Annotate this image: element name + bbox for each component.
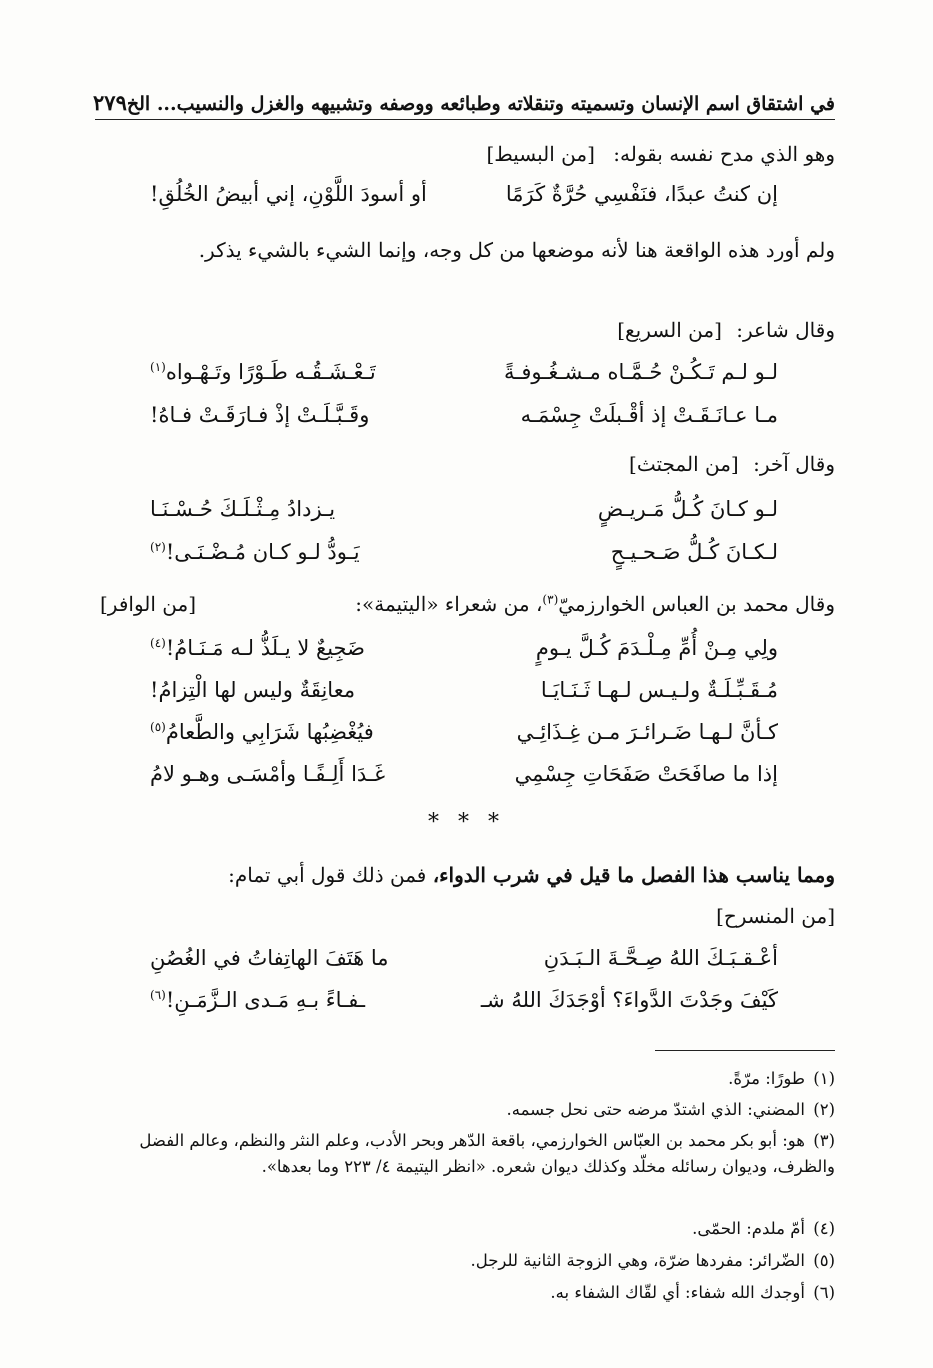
hemistich-left: تَـعْـشَـقُـه طَـوْرًا وتَـهْـواه$^{(١)}$ <box>150 360 376 384</box>
verse-line <box>150 762 778 798</box>
hemistich-left: غَـدَا أَلِـفًـا وأمْسَـى وهـو لامُ <box>150 762 386 786</box>
hemistich-left: وقَـبَّـلَـتْ إذْ فـارَقَـتْ فـاهُ! <box>150 403 370 427</box>
footnote: (٤)أمّ ملدم: الحمّى. <box>692 1219 835 1238</box>
hemistich-left: أو أسودَ اللَّوْنِ، إني أبيضُ الخُلُقِ! <box>150 182 427 206</box>
section1-intro-line <box>486 142 835 166</box>
footnote: (٢)المضني: الذي اشتدّ مرضه حتى نحل جسمه. <box>506 1100 835 1119</box>
section1-meter: [من البسيط] <box>486 142 595 166</box>
hemistich-left: ـفـاءً بـهِ مَـدى الـزَّمَـنِ!$^{(٦)}$ <box>150 988 365 1012</box>
footnote: (٦)أوجدك الله شفاء: أي لقّاك الشفاء به. <box>550 1283 835 1302</box>
section4-intro: وقال محمد بن العباس الخوارزميّ$^{(٣)}$، من شعراء «اليتيمة»: <box>355 592 835 616</box>
hemistich-left: يَـودُّ لـو كـان مُـضْـنَـى!$^{(٢)}$ <box>150 540 360 564</box>
section2-intro: وقال شاعر: <box>736 318 835 342</box>
verse-line <box>150 678 778 714</box>
hemistich-right: لـو لـم تَـكُـنْ حُـمَّـاه مـشـغُـوفـةً <box>503 360 778 384</box>
section1-verse <box>150 182 778 218</box>
section5-intro <box>100 855 835 937</box>
section3-meter: [من المجتث] <box>629 452 739 476</box>
section1-prose: ولم أورد هذه الواقعة هنا لأنه موضعها من كل وجه، وإنما الشيء بالشيء يذكر. <box>198 238 835 262</box>
hemistich-left: ما هَتَفَ الهاتِفاتُ في الغُصُنِ <box>150 946 389 970</box>
section3-intro: وقال آخر: <box>753 452 835 476</box>
section2-meter: [من السريع] <box>617 318 722 342</box>
running-header <box>95 80 835 120</box>
section5-rest: فمن ذلك قول أبي تمام: <box>228 863 433 887</box>
verse-line <box>150 720 778 756</box>
footnote-ref: (٤) <box>150 636 166 650</box>
footnote: (٥)الضّرائر: مفردها ضرّة، وهي الزوجة الثانية للرجل. <box>470 1251 835 1270</box>
hemistich-left: ضَجِيعٌ لا يـلَذُّ لـه مَـنَـامُ!$^{(٤)}$ <box>150 636 365 660</box>
section4-meter: [من الوافر] <box>100 592 197 616</box>
footnote-ref: (٥) <box>150 720 166 734</box>
verse-line <box>150 946 778 982</box>
hemistich-right: إن كنتُ عبدًا، فنَفْسِي حُرَّةٌ كَرَمًا <box>505 182 778 206</box>
verse-line <box>150 988 778 1024</box>
section1-intro: وهو الذي مدح نفسه بقوله: <box>613 142 835 166</box>
hemistich-left: يـزدادُ مِـثْـلَـكَ حُـسْـنَـا <box>150 497 336 521</box>
section4-intro-line <box>355 592 835 616</box>
footnote-ref: (٣) <box>542 592 559 607</box>
header-title: في اشتقاق اسم الإنسان وتسميته وتنقلاته وطبائعه ووصفه وتشبيهه والغزل والنسيب... الخ <box>126 93 835 115</box>
footnote-ref: (٦) <box>150 988 166 1002</box>
page-number: ٢٧٩ <box>93 90 127 115</box>
hemistich-right: لـو كـانَ كُـلُّ مَـريـضٍ <box>597 497 778 521</box>
footnote: (١)طورًا: مرّةً. <box>728 1069 835 1088</box>
hemistich-left: فيُغْضِبُها شَرَابِي والطَّعامُ$^{(٥)}$ <box>150 720 374 744</box>
hemistich-right: كَيْفَ وجَدْتَ الدَّواءَ؟ أوْجَدَكَ اللهُ شـ <box>480 988 778 1012</box>
hemistich-right: مُـقَـبِّـلَـةٌ ولـيـس لـهـا ثَـنَـايَـا <box>540 678 778 702</box>
hemistich-right: أعْـقـبَـكَ اللهُ صِـحَّـةَ الـبَـدَنِ <box>543 946 778 970</box>
footnote-rule <box>655 1050 835 1051</box>
footnote-ref: (٢) <box>150 540 166 554</box>
verse-line <box>150 497 778 533</box>
footnote-ref: (١) <box>150 360 166 374</box>
hemistich-left: معانِقَةٌ وليس لها الْتِزامُ! <box>150 678 356 702</box>
section5-bold: ومما يناسب هذا الفصل ما قيل في شرب الدواء، <box>432 863 835 887</box>
section2-intro-line <box>617 318 835 342</box>
verse-line <box>150 403 778 439</box>
hemistich-right: إذا ما صافَحَتْ صَفَحَاتِ جِسْمِي <box>514 762 778 786</box>
hemistich-right: كـأنَّ لـهـا ضَـرائـرَ مـن غِـذَائِـي <box>516 720 778 744</box>
section5-meter: [من المنسرح] <box>716 904 835 928</box>
section3-intro-line <box>629 452 835 476</box>
hemistich-right: مـا عـانَـقَـتْ إذ أقْـبلَتْ جِسْمَـه <box>520 403 778 427</box>
hemistich-right: ولِي مِـنْ أُمِّ مِـلْـدَمَ كُـلَّ يـومٍ <box>535 636 778 660</box>
footnote: (٣)هو: أبو بكر محمد بن العبّاس الخوارزمي، باقعة الدّهر وبحر الأدب، وعلم النثر والنظم، وعالم الفضل والظرف، وديوان رسائله مخلّد وكذلك ديوان شعره. «انظر اليتيمة ٤/ ٢٢٣ وما بعدها». <box>139 1131 835 1176</box>
verse-line <box>150 360 778 396</box>
verse-line <box>150 636 778 672</box>
section-separator: * * * <box>428 810 505 835</box>
verse-line <box>150 540 778 576</box>
hemistich-right: لـكـانَ كُـلُّ صَـحـيـحٍ <box>610 540 778 564</box>
